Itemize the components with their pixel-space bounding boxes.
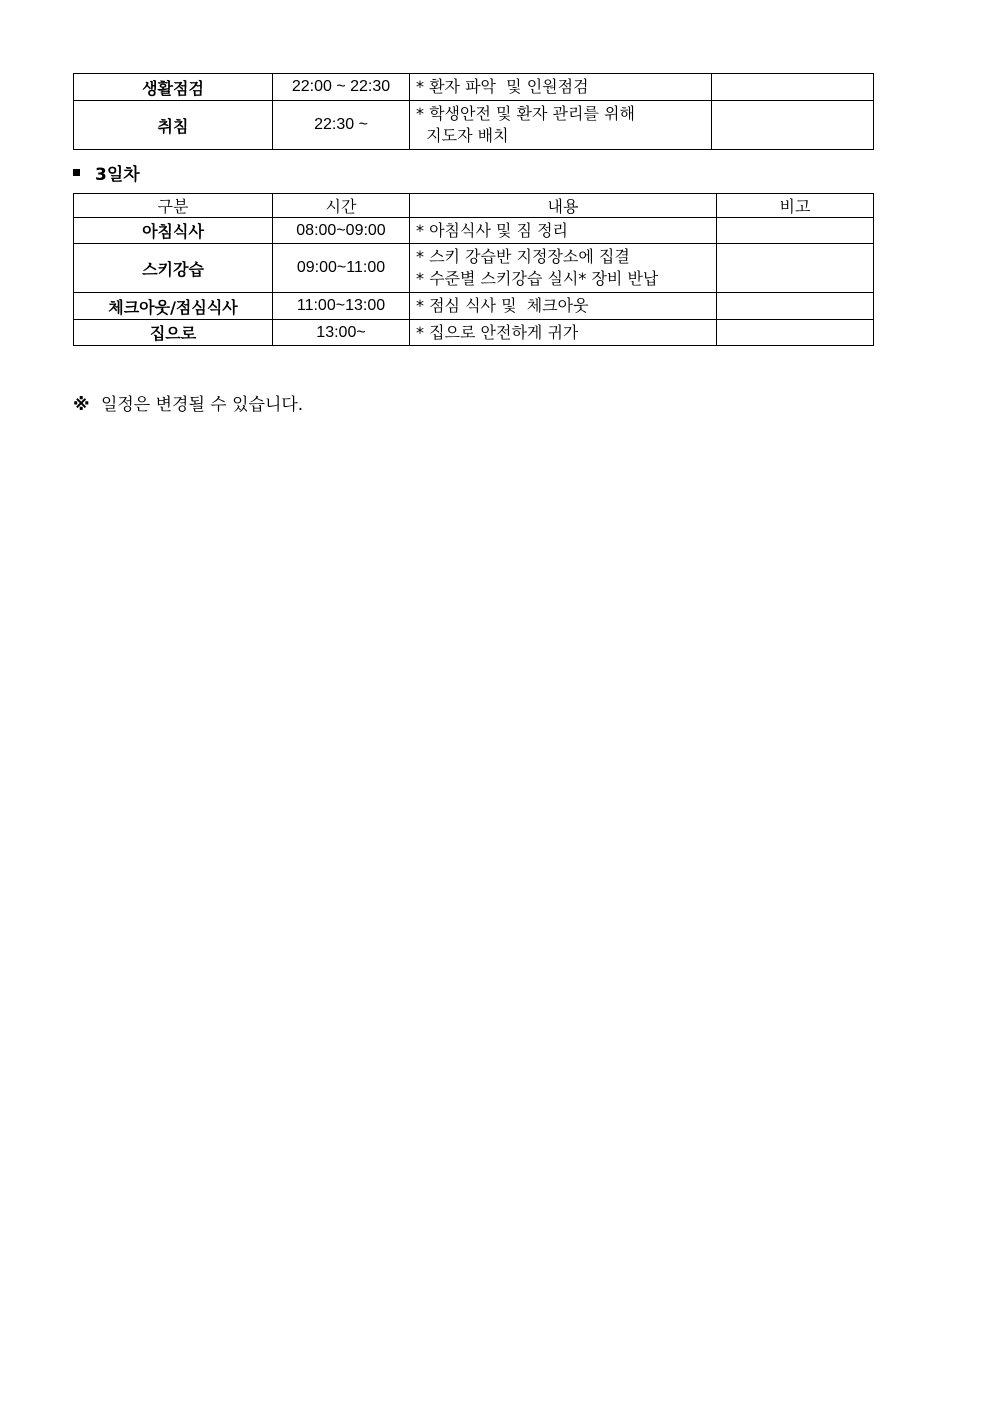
content-cell	[410, 320, 717, 346]
column-header: 비고	[717, 194, 874, 218]
section-title: 3일차	[95, 165, 140, 185]
content-line: * 집으로 안전하게 귀가	[416, 322, 579, 342]
content-line: * 아침식사 및 짐 정리	[416, 220, 568, 240]
content-line: 지도자 배치	[416, 126, 509, 145]
content-cell	[410, 74, 712, 101]
note-cell	[717, 320, 874, 346]
section-heading	[73, 160, 140, 185]
time-cell: 13:00~	[273, 320, 410, 346]
category-cell: 집으로	[74, 320, 273, 346]
content-line: * 스키 강습반 지정장소에 집결	[416, 247, 630, 266]
content-cell	[410, 293, 717, 320]
note-cell	[712, 74, 874, 101]
column-header: 구분	[74, 194, 273, 218]
content-line: * 수준별 스키강습 실시* 장비 반납	[416, 269, 659, 288]
note-cell	[712, 101, 874, 150]
time-cell: 09:00~11:00	[273, 244, 410, 293]
column-header: 시간	[273, 194, 410, 218]
category-cell: 생활점검	[74, 74, 273, 101]
content-line: * 환자 파악 및 인원점검	[416, 77, 589, 96]
table-row	[74, 320, 874, 346]
category-cell: 취침	[74, 101, 273, 150]
table-row	[74, 244, 874, 293]
note-cell	[717, 218, 874, 244]
content-cell	[410, 101, 712, 150]
reference-mark-icon: ※	[73, 395, 90, 415]
category-cell: 스키강습	[74, 244, 273, 293]
time-cell: 22:00 ~ 22:30	[273, 74, 410, 101]
content-line: * 학생안전 및 환자 관리를 위해	[416, 104, 635, 123]
schedule-table-day2-end	[73, 73, 874, 150]
table-row	[74, 74, 874, 101]
footer-note-text: 일정은 변경될 수 있습니다.	[100, 395, 304, 415]
table-row	[74, 218, 874, 244]
table-row	[74, 101, 874, 150]
table-header-row	[74, 194, 874, 218]
square-bullet-icon	[73, 169, 80, 176]
category-cell: 체크아웃/점심식사	[74, 293, 273, 320]
time-cell: 22:30 ~	[273, 101, 410, 150]
content-cell	[410, 218, 717, 244]
note-cell	[717, 293, 874, 320]
column-header: 내용	[410, 194, 717, 218]
time-cell: 11:00~13:00	[273, 293, 410, 320]
content-cell	[410, 244, 717, 293]
table-row	[74, 293, 874, 320]
time-cell: 08:00~09:00	[273, 218, 410, 244]
category-cell: 아침식사	[74, 218, 273, 244]
note-cell	[717, 244, 874, 293]
schedule-table-day3	[73, 193, 874, 346]
content-line: * 점심 식사 및 체크아웃	[416, 296, 589, 315]
footer-note	[73, 390, 303, 415]
